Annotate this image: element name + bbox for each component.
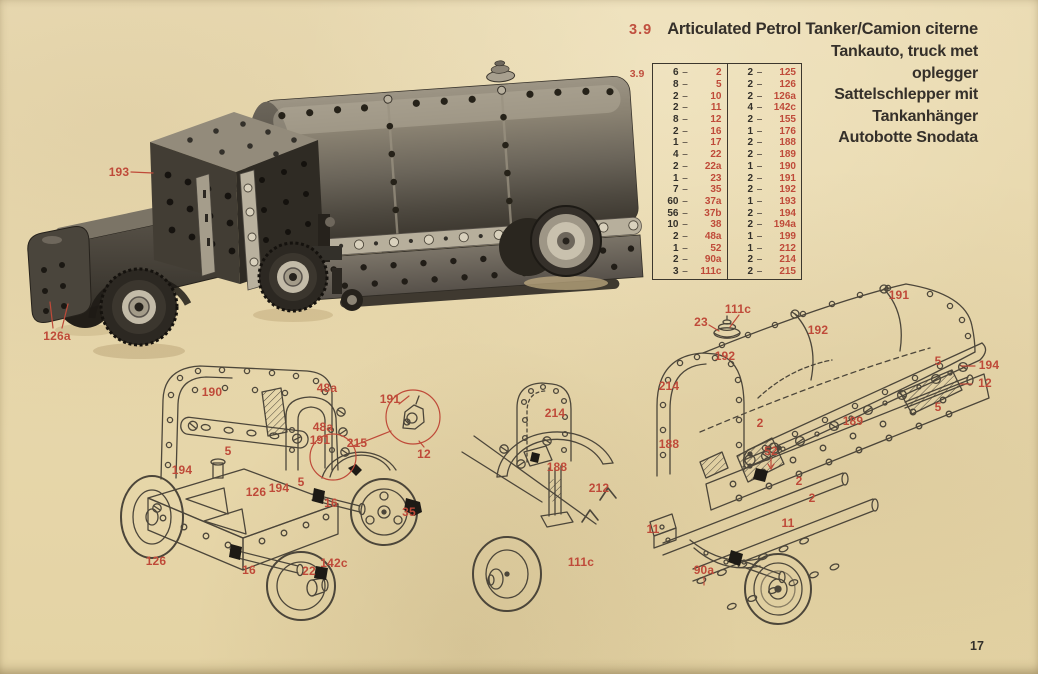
part-number: 188	[779, 137, 796, 149]
parts-row	[728, 266, 802, 278]
title-translation-line: oplegger	[912, 64, 978, 82]
parts-row	[728, 254, 802, 266]
part-label-126: 126	[145, 554, 167, 568]
part-number: 190	[779, 160, 796, 172]
part-qty: 7	[672, 184, 679, 196]
parts-row	[653, 67, 727, 79]
part-qty: 2	[747, 90, 753, 102]
dash: –	[682, 90, 688, 102]
dash: –	[756, 184, 763, 196]
parts-row	[728, 196, 802, 208]
part-label-16: 16	[324, 496, 338, 510]
parts-row	[653, 114, 727, 126]
part-label-11: 11	[781, 516, 795, 530]
part-number: 12	[710, 114, 722, 126]
dash: –	[682, 195, 688, 207]
part-label-192: 192	[807, 323, 829, 337]
part-number: 11	[710, 102, 722, 114]
dash: –	[682, 230, 688, 242]
part-number: 2	[715, 67, 722, 79]
parts-row	[728, 149, 802, 161]
dash: –	[682, 137, 688, 149]
parts-row	[728, 114, 802, 126]
part-qty: 1	[672, 137, 679, 149]
part-qty: 60	[667, 195, 679, 207]
parts-row	[653, 207, 727, 219]
part-qty: 2	[747, 114, 753, 126]
part-number: 199	[779, 230, 796, 242]
dash: –	[682, 67, 688, 79]
part-qty: 2	[747, 219, 753, 231]
part-number: 194a	[773, 219, 796, 231]
parts-row	[653, 219, 727, 231]
part-label-5: 5	[934, 354, 942, 368]
dash: –	[756, 125, 763, 137]
dash: –	[756, 67, 763, 79]
dash: –	[756, 207, 763, 219]
dash: –	[682, 172, 688, 184]
part-qty: 2	[747, 137, 753, 149]
part-label-189: 189	[842, 414, 864, 428]
part-label-190: 190	[201, 385, 223, 399]
page-number: 17	[970, 639, 984, 653]
part-number: 111c	[700, 266, 722, 278]
part-qty: 1	[747, 195, 753, 207]
part-qty: 4	[747, 102, 753, 114]
part-number: 126	[779, 79, 796, 91]
part-label-188: 188	[658, 437, 680, 451]
part-label-2: 2	[795, 474, 803, 488]
dash: –	[682, 184, 688, 196]
parts-row	[728, 207, 802, 219]
parts-row	[728, 67, 802, 79]
dash: –	[756, 242, 763, 254]
part-label-193: 193	[108, 165, 130, 179]
dash: –	[682, 266, 688, 278]
part-number: 17	[710, 137, 722, 149]
part-number: 37b	[704, 207, 722, 219]
dash: –	[682, 114, 688, 126]
dash: –	[682, 219, 688, 231]
part-qty: 8	[672, 79, 679, 91]
part-label-111c: 111c	[567, 555, 595, 569]
part-qty: 1	[747, 230, 753, 242]
parts-row	[728, 219, 802, 231]
parts-row	[653, 137, 727, 149]
part-number: 215	[779, 266, 796, 278]
dash: –	[756, 230, 763, 242]
model-number: 3.9	[629, 22, 653, 38]
dash: –	[682, 125, 688, 137]
part-qty: 56	[667, 207, 679, 219]
part-label-52: 52	[764, 444, 778, 458]
parts-row	[653, 242, 727, 254]
parts-row	[728, 172, 802, 184]
dash: –	[756, 172, 763, 184]
dash: –	[756, 160, 763, 172]
parts-col-left	[653, 64, 728, 279]
part-label-2: 2	[808, 491, 816, 505]
parts-row	[653, 125, 727, 137]
parts-row	[653, 149, 727, 161]
part-label-194: 194	[171, 463, 193, 477]
part-number: 23	[710, 172, 722, 184]
parts-row	[728, 102, 802, 114]
parts-row	[653, 102, 727, 114]
part-label-192: 192	[714, 349, 736, 363]
parts-row	[728, 137, 802, 149]
parts-row	[728, 242, 802, 254]
part-number: 193	[779, 195, 796, 207]
dash: –	[682, 160, 688, 172]
dash: –	[682, 207, 688, 219]
part-label-191: 191	[379, 392, 401, 406]
photo-assembled-tanker	[28, 52, 646, 359]
part-number: 52	[710, 242, 722, 254]
part-label-12: 12	[978, 376, 992, 390]
part-label-48a: 48a	[316, 381, 338, 395]
parts-row	[728, 161, 802, 173]
part-qty: 2	[672, 230, 679, 242]
dash: –	[682, 242, 688, 254]
part-number: 48a	[704, 230, 722, 242]
part-number: 125	[779, 67, 796, 79]
dash: –	[756, 266, 763, 278]
part-number: 192	[779, 184, 796, 196]
part-qty: 2	[747, 79, 753, 91]
part-qty: 6	[672, 67, 679, 79]
part-qty: 2	[747, 172, 753, 184]
part-number: 35	[710, 184, 722, 196]
dash: –	[756, 114, 763, 126]
dash: –	[756, 219, 763, 231]
parts-row	[653, 196, 727, 208]
part-qty: 3	[672, 266, 679, 278]
part-label-111c: 111c	[724, 302, 752, 316]
part-label-214: 214	[544, 406, 566, 420]
parts-row	[653, 161, 727, 173]
part-qty: 2	[747, 67, 753, 79]
part-label-35: 35	[402, 505, 416, 519]
part-qty: 1	[672, 172, 679, 184]
part-qty: 1	[747, 242, 753, 254]
part-qty: 4	[672, 149, 679, 161]
part-number: 142c	[773, 102, 796, 114]
part-label-12: 12	[417, 447, 431, 461]
dash: –	[756, 90, 763, 102]
part-label-5: 5	[934, 400, 942, 414]
part-number: 22a	[704, 160, 722, 172]
part-label-5: 5	[224, 444, 232, 458]
dash: –	[682, 79, 688, 91]
table-model-ref: 3.9	[629, 68, 645, 80]
dash: –	[756, 149, 763, 161]
part-number: 16	[710, 125, 722, 137]
dash: –	[756, 137, 763, 149]
dash: –	[756, 102, 763, 114]
part-label-90a: 90a	[693, 563, 715, 577]
part-number: 214	[779, 254, 796, 266]
part-label-191: 191	[309, 433, 331, 447]
part-number: 37a	[704, 195, 722, 207]
part-qty: 1	[747, 160, 753, 172]
parts-row	[653, 79, 727, 91]
dash: –	[756, 79, 763, 91]
parts-row	[653, 172, 727, 184]
part-label-194: 194	[268, 481, 290, 495]
title-translation-line: Tankanhänger	[872, 107, 978, 125]
part-qty: 10	[667, 219, 679, 231]
diagram-trailer-axle-unit	[462, 383, 616, 611]
dash: –	[682, 254, 688, 266]
part-qty: 1	[672, 242, 679, 254]
part-qty: 2	[747, 254, 753, 266]
part-qty: 2	[672, 254, 679, 266]
part-label-188: 188	[546, 460, 568, 474]
part-label-191: 191	[888, 288, 910, 302]
part-number: 191	[779, 172, 796, 184]
parts-row	[728, 184, 802, 196]
part-label-5: 5	[297, 475, 305, 489]
parts-table	[652, 63, 802, 280]
part-label-142c: 142c	[320, 556, 348, 570]
parts-row	[653, 254, 727, 266]
parts-row	[653, 231, 727, 243]
part-number: 90a	[704, 254, 722, 266]
part-label-23: 23	[694, 315, 708, 329]
part-qty: 2	[672, 102, 679, 114]
parts-row	[653, 266, 727, 278]
title-translation-line: Tankauto, truck met	[830, 43, 978, 60]
part-label-215: 215	[346, 436, 368, 450]
part-qty: 2	[747, 184, 753, 196]
parts-row	[728, 90, 802, 102]
part-qty: 2	[747, 266, 753, 278]
dash: –	[682, 149, 688, 161]
part-label-11: 11	[646, 522, 660, 536]
part-qty: 2	[672, 160, 679, 172]
part-number: 38	[710, 219, 722, 231]
part-qty: 2	[672, 90, 679, 102]
parts-row	[653, 90, 727, 102]
parts-row	[728, 79, 802, 91]
parts-col-right	[728, 64, 802, 279]
part-number: 189	[779, 149, 796, 161]
part-number: 155	[779, 114, 796, 126]
part-label-126a: 126a	[43, 329, 71, 343]
page-title: Articulated Petrol Tanker/Camion citerne	[667, 20, 978, 38]
part-label-126: 126	[245, 485, 267, 499]
parts-row	[653, 184, 727, 196]
part-label-48a: 48a	[312, 420, 334, 434]
part-qty: 8	[672, 114, 679, 126]
part-label-2: 2	[756, 416, 764, 430]
part-number: 5	[715, 79, 722, 91]
dash: –	[756, 195, 763, 207]
parts-row	[728, 231, 802, 243]
part-qty: 1	[747, 125, 753, 137]
part-label-212: 212	[588, 481, 610, 495]
part-qty: 2	[747, 207, 753, 219]
part-label-194: 194	[978, 358, 1000, 372]
parts-row	[728, 125, 802, 137]
part-number: 126a	[773, 90, 796, 102]
title-translation-line: Autobotte Snodata	[838, 129, 978, 146]
part-qty: 2	[672, 125, 679, 137]
part-label-16: 16	[242, 563, 256, 577]
part-label-214: 214	[658, 379, 680, 393]
part-number: 22	[710, 149, 722, 161]
dash: –	[756, 254, 763, 266]
part-qty: 2	[747, 149, 753, 161]
part-number: 176	[779, 125, 796, 137]
part-number: 212	[779, 242, 796, 254]
dash: –	[682, 102, 688, 114]
title-translation-line: Sattelschlepper mit	[834, 86, 978, 103]
part-label-22: 22	[302, 564, 316, 578]
part-number: 194	[779, 207, 796, 219]
part-number: 10	[710, 90, 722, 102]
